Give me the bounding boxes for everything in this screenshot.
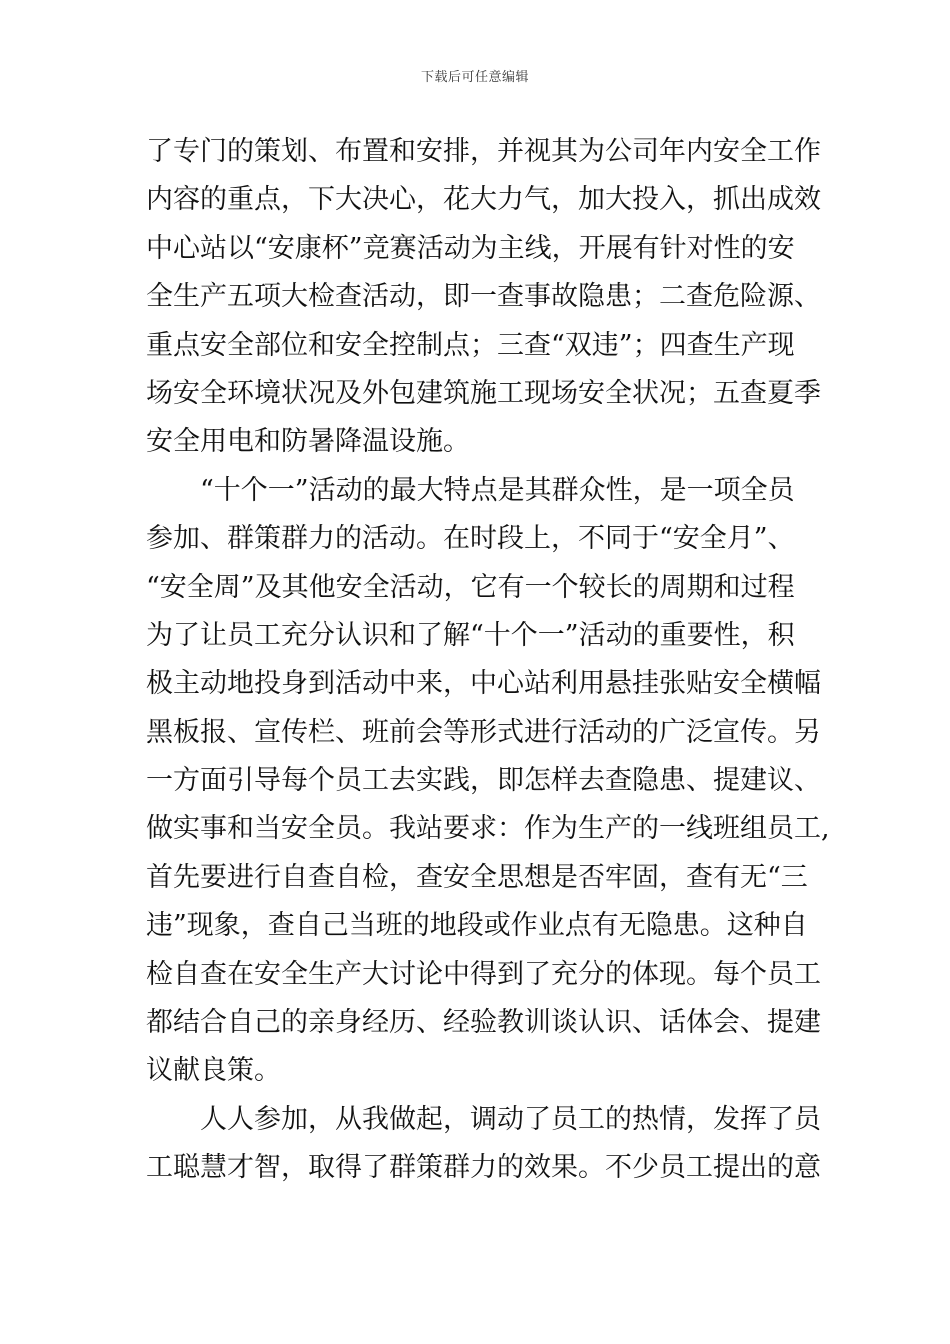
text-line: 中心站以“安康杯”竞赛活动为主线，开展有针对性的安 [146,232,795,264]
text-line: “安全周”及其他安全活动，它有一个较长的周期和过程 [146,571,795,603]
text-line: 黑板报、宣传栏、班前会等形式进行活动的广泛宣传。另 [146,716,821,748]
text-line: 一方面引导每个员工去实践，即怎样去查隐患、提建议、 [146,765,821,797]
text-line: 人人参加，从我做起，调动了员工的热情，发挥了员 [200,1103,821,1135]
text-line: 为了让员工充分认识和了解“十个一”活动的重要性，积 [146,619,795,651]
paragraph-1 [146,128,821,467]
text-line: “十个一”活动的最大特点是其群众性，是一项全员 [200,474,795,506]
text-line: 参加、群策群力的活动。在时段上，不同于“安全月”、 [146,523,795,555]
text-line: 做实事和当安全员。我站要求：作为生产的一线班组员工, [146,813,830,845]
paragraph-2 [146,467,830,1096]
text-line: 极主动地投身到活动中来，中心站利用悬挂张贴安全横幅 [146,668,821,700]
text-line: 首先要进行自查自检，查安全思想是否牢固，查有无“三 [146,861,808,893]
text-line: 违”现象，查自己当班的地段或作业点有无隐患。这种自 [146,910,808,942]
text-line: 议献良策。 [146,1055,281,1087]
text-line: 内容的重点，下大决心，花大力气，加大投入，抓出成效 [146,184,821,216]
text-line: 了专门的策划、布置和安排，并视其为公司年内安全工作 [146,136,821,167]
paragraph-3 [146,1096,821,1193]
text-line: 重点安全部位和安全控制点；三查“双违”；四查生产现 [146,329,795,361]
document-body [146,128,830,1193]
text-line: 工聪慧才智，取得了群策群力的效果。不少员工提出的意 [146,1152,821,1184]
text-line: 安全用电和防暑降温设施。 [146,426,470,458]
text-line: 都结合自己的亲身经历、经验教训谈认识、话体会、提建 [146,1007,821,1039]
text-line: 全生产五项大检查活动，即一查事故隐患；二查危险源、 [146,281,821,313]
page-header: 下载后可任意编辑 [420,70,529,85]
text-line: 场安全环境状况及外包建筑施工现场安全状况；五查夏季 [146,377,821,409]
text-line: 检自查在安全生产大讨论中得到了充分的体现。每个员工 [146,958,821,990]
